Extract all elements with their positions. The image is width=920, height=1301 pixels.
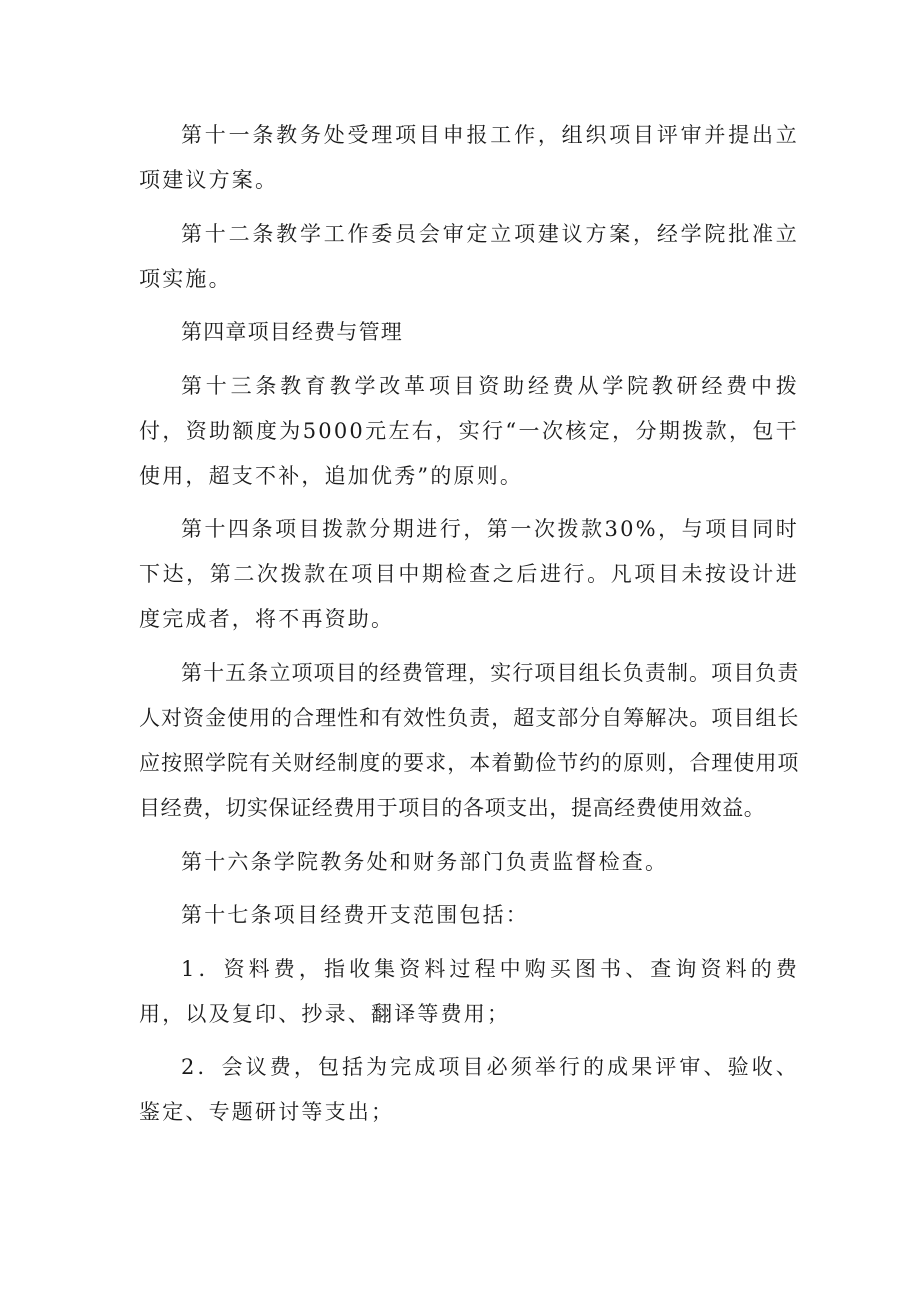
article-13-paragraph: 第十三条教育教学改革项目资助经费从学院教研经费中拨付，资助额度为5000元左右，实行“一次核定，分期拨款，包干使用，超支不补，追加优秀”的原则。 — [139, 373, 799, 488]
article-16-paragraph: 第十六条学院教务处和财务部门负责监督检查。 — [181, 849, 669, 874]
expense-item-1: 1．资料费，指收集资料过程中购买图书、查询资料的费用，以及复印、抄录、翻译等费用； — [139, 956, 799, 1026]
chapter-4-heading: 第四章项目经费与管理 — [181, 320, 403, 345]
article-15-paragraph: 第十五条立项项目的经费管理，实行项目组长负责制。项目负责人对资金使用的合理性和有效性负责，超支部分自筹解决。项目组长应按照学院有关财经制度的要求，本着勤俭节约的原则，合理使用项目经费，切实保证经费用于项目的各项支出，提高经费使用效益。 — [139, 660, 799, 820]
document-body — [139, 113, 799, 1144]
article-17-paragraph: 第十七条项目经费开支范围包括： — [181, 903, 529, 928]
article-11-paragraph: 第十一条教务处受理项目申报工作，组织项目评审并提出立项建议方案。 — [139, 123, 799, 192]
article-14-paragraph: 第十四条项目拨款分期进行，第一次拨款30%，与项目同时下达，第二次拨款在项目中期检查之后进行。凡项目未按设计进度完成者，将不再资助。 — [139, 517, 799, 632]
article-12-paragraph: 第十二条教学工作委员会审定立项建议方案，经学院批准立项实施。 — [139, 221, 799, 291]
expense-item-2: 2．会议费，包括为完成项目必须举行的成果评审、验收、鉴定、专题研讨等支出； — [139, 1055, 799, 1125]
